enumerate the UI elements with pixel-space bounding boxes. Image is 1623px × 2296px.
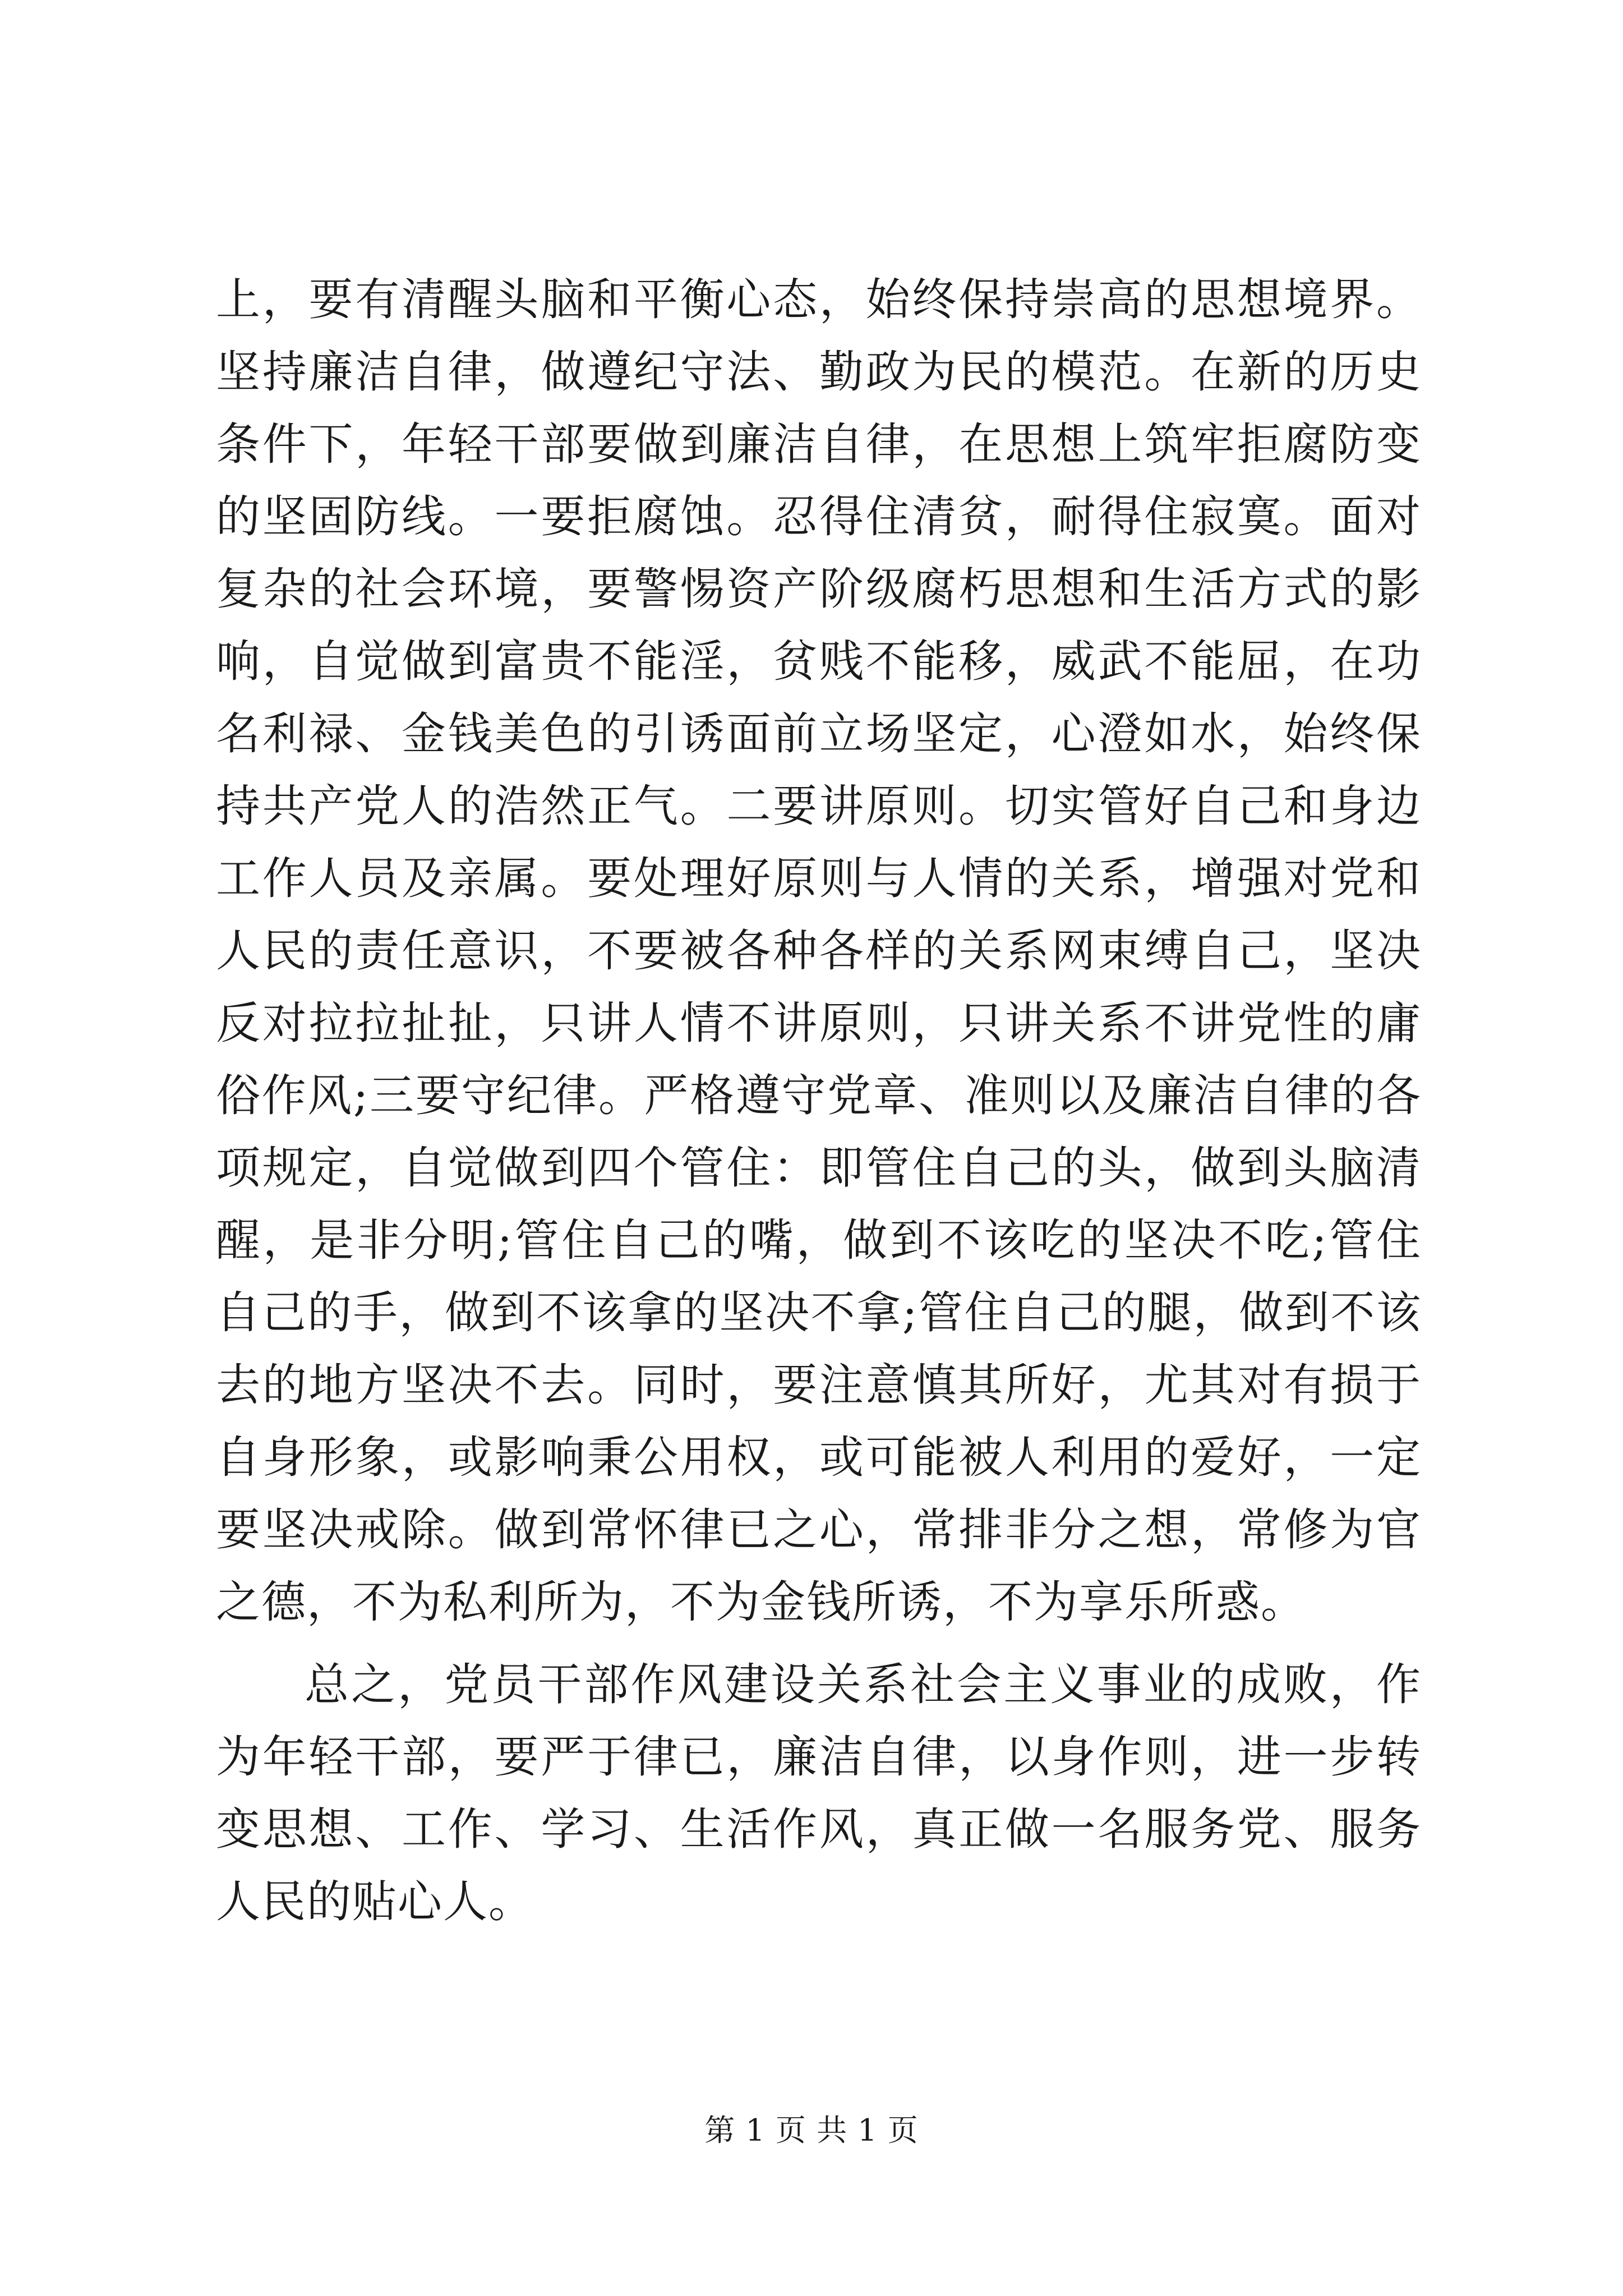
paragraph-conclusion: 总之，党员干部作风建设关系社会主义事业的成败，作为年轻干部，要严于律已，廉洁自律，以身作则，进一步转变思想、工作、学习、生活作风，真正做一名服务党、服务人民的贴心人。: [216, 1659, 1422, 1927]
paragraph-continuation: 上，要有清醒头脑和平衡心态，始终保持崇高的思想境界。坚持廉洁自律，做遵纪守法、勤政为民的模范。在新的历史条件下，年轻干部要做到廉洁自律，在思想上筑牢拒腐防变的坚固防线。一要拒腐蚀。忍得住清贫，耐得住寂寞。面对复杂的社会环境，要警惕资产阶级腐朽思想和生活方式的影响，自觉做到富贵不能淫，贫贱不能移，威武不能屈，在功名利禄、金钱美色的引诱面前立场坚定，心澄如水，始终保持共产党人的浩然正气。二要讲原则。切实管好自己和身边工作人员及亲属。要处理好原则与人情的关系，增强对党和人民的责任意识，不要被各种各样的关系网束缚自己，坚决反对拉拉扯扯，只讲人情不讲原则，只讲关系不讲党性的庸俗作风;三要守纪律。严格遵守党章、准则以及廉洁自律的各项规定，自觉做到四个管住：即管住自己的头，做到头脑清醒，是非分明;管住自己的嘴，做到不该吃的坚决不吃;管住自己的手，做到不该拿的坚决不拿;管住自己的腿，做到不该去的地方坚决不去。同时，要注意慎其所好，尤其对有损于自身形象，或影响秉公用权，或可能被人利用的爱好，一定要坚决戒除。做到常怀律已之心，常排非分之想，常修为官之德，不为私利所为，不为金钱所诱，不为享乐所惑。: [216, 274, 1422, 1628]
page-number-footer: 第 1 页 共 1 页: [704, 2113, 919, 2148]
document-body: [216, 264, 1422, 1938]
